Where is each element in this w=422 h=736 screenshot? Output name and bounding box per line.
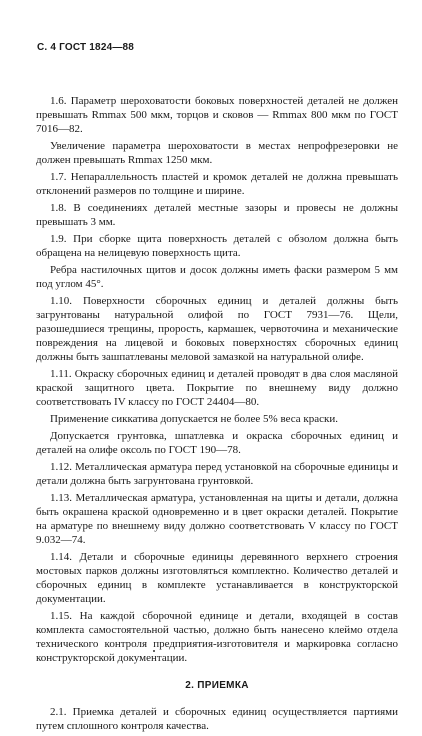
paragraph-2-1: 2.1. Приемка деталей и сборочных единиц осуществляется партиями путем сплошного контроля качества. <box>36 706 398 732</box>
page-speck <box>153 650 155 652</box>
section-title: 2. ПРИЕМКА <box>185 680 249 691</box>
paragraph-1-6: 1.6. Параметр шероховатости боковых поверхностей деталей не должен превышать Rmmax 500 мкм, торцов и сковов — Rmmax 800 мкм по ГОСТ 7016—82. <box>36 95 398 135</box>
paragraph-1-15: 1.15. На каждой сборочной единице и детали, входящей в состав комплекта самостоятельной частью, должно быть нанесено клеймо отдела технического контроля предприятия-изготовителя и маркировка согласно конструкторской документации. <box>36 610 398 664</box>
paragraph-1-12: 1.12. Металлическая арматура перед установкой на сборочные единицы и детали должна быть загрунтована грунтовкой. <box>36 461 398 487</box>
document-body <box>36 94 398 736</box>
paragraph-1-8: 1.8. В соединениях деталей местные зазоры и провесы не должны превышать 3 мм. <box>36 202 398 228</box>
paragraph-1-14: 1.14. Детали и сборочные единицы деревянного верхнего строения мостовых парков должны изготовляться комплектно. Количество деталей и сборочных единиц в комплекте устанавливается в конструкторской документации. <box>36 551 398 605</box>
paragraph-1-7: 1.7. Непараллельность пластей и кромок деталей не должна превышать отклонений размеров по толщине и ширине. <box>36 171 398 197</box>
paragraph-1-13: 1.13. Металлическая арматура, установленная на щиты и детали, должна быть окрашена краской одновременно и в цвет окраски деталей. Покрытие на арматуре по внешнему виду должно соответствовать V классу по ГОСТ 9.032—74. <box>36 492 398 546</box>
paragraph-1-11: 1.11. Окраску сборочных единиц и деталей проводят в два слоя масляной краской защитного цвета. Покрытие по внешнему виду должно соответствовать IV классу по ГОСТ 24404—80. <box>36 368 398 408</box>
paragraph-1-11-note-b: Допускается грунтовка, шпатлевка и окраска сборочных единиц и деталей на олифе оксоль по ГОСТ 190—78. <box>36 430 398 456</box>
paragraph-1-11-note-a: Применение сиккатива допускается не более 5% веса краски. <box>50 413 338 425</box>
paragraph-1-9-note: Ребра настилочных щитов и досок должны иметь фаски размером 5 мм под углом 45°. <box>36 264 398 290</box>
paragraph-1-6-note: Увеличение параметра шероховатости в местах непрофрезеровки не должен превышать Rmmax 1250 мкм. <box>36 140 398 166</box>
page-header: С. 4 ГОСТ 1824—88 <box>37 42 135 53</box>
paragraph-1-10: 1.10. Поверхности сборочных единиц и деталей должны быть загрунтованы натуральной олифой по ГОСТ 7931—76. Щели, разошедшиеся трещины, прорость, кармашек, червоточина и механические повреждения на лицевой и боковых поверхностях сборочных единиц должны быть зашпатлеваны меловой замазкой на натуральной олифе. <box>36 295 398 363</box>
paragraph-1-9: 1.9. При сборке щита поверхность деталей с обзолом должна быть обращена на нелицевую поверхность щита. <box>36 233 398 259</box>
